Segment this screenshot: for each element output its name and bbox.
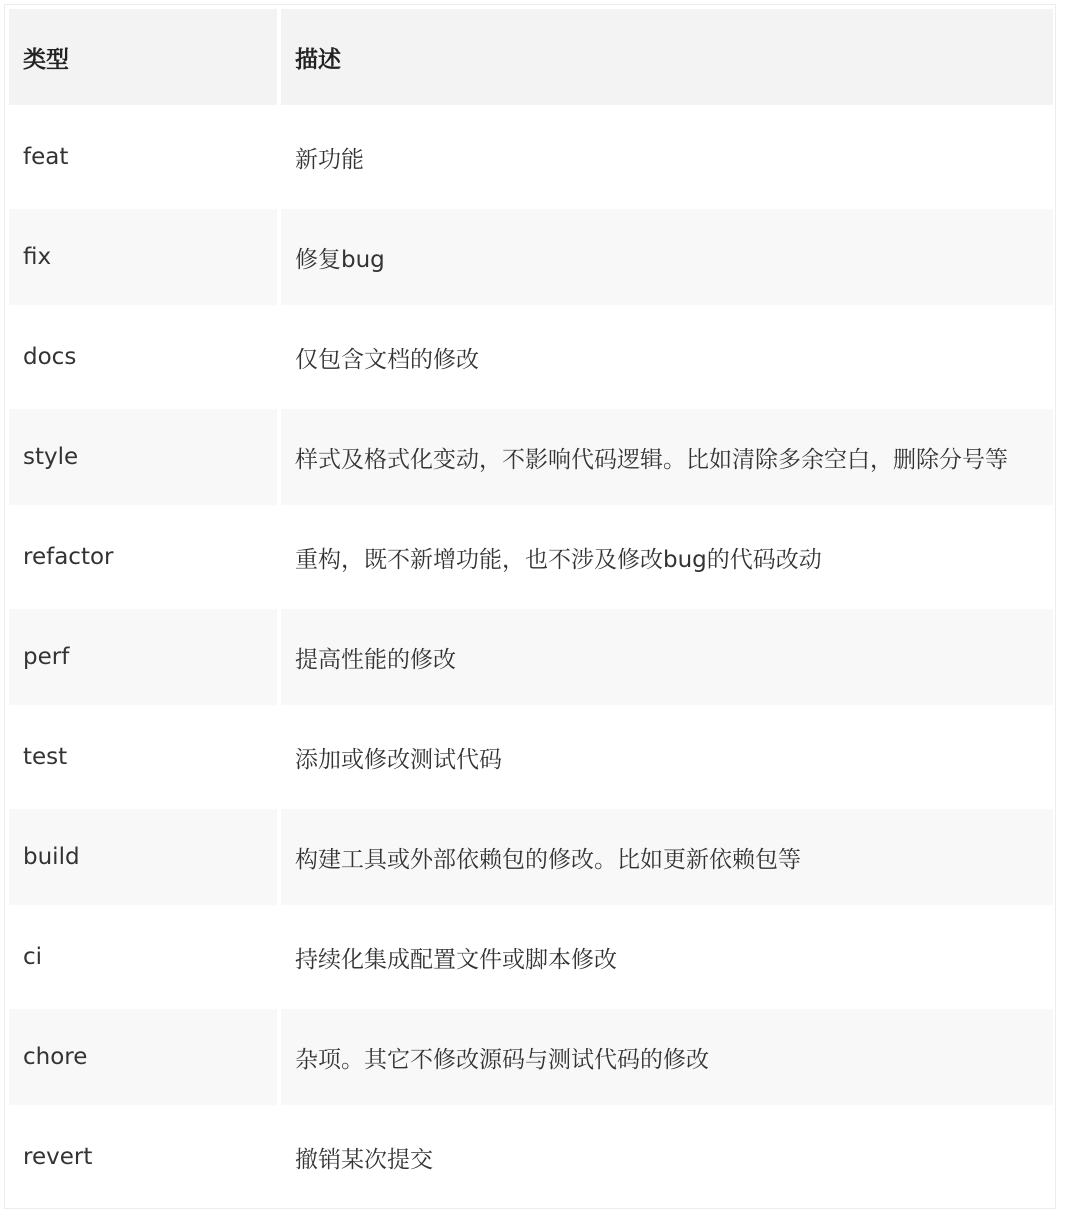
table-row xyxy=(9,409,1053,505)
table-row xyxy=(9,209,1053,305)
table-row xyxy=(9,309,1053,405)
description-cell: 仅包含文档的修改 xyxy=(281,309,1053,405)
table-row xyxy=(9,109,1053,205)
table-row xyxy=(9,909,1053,1005)
table-row xyxy=(9,609,1053,705)
table-row xyxy=(9,809,1053,905)
description-cell: 杂项。其它不修改源码与测试代码的修改 xyxy=(281,1009,1053,1105)
type-cell: build xyxy=(9,809,277,905)
type-cell: style xyxy=(9,409,277,505)
type-cell: ci xyxy=(9,909,277,1005)
description-cell: 构建工具或外部依赖包的修改。比如更新依赖包等 xyxy=(281,809,1053,905)
type-cell: feat xyxy=(9,109,277,205)
type-cell: test xyxy=(9,709,277,805)
table-row xyxy=(9,709,1053,805)
description-cell: 添加或修改测试代码 xyxy=(281,709,1053,805)
table-row xyxy=(9,509,1053,605)
description-cell: 撤销某次提交 xyxy=(281,1109,1053,1205)
description-cell: 样式及格式化变动，不影响代码逻辑。比如清除多余空白，删除分号等 xyxy=(281,409,1053,505)
type-cell: docs xyxy=(9,309,277,405)
type-cell: refactor xyxy=(9,509,277,605)
table-row xyxy=(9,1109,1053,1205)
description-cell: 提高性能的修改 xyxy=(281,609,1053,705)
description-cell: 持续化集成配置文件或脚本修改 xyxy=(281,909,1053,1005)
type-cell: fix xyxy=(9,209,277,305)
type-cell: chore xyxy=(9,1009,277,1105)
commit-type-table xyxy=(5,5,1057,1209)
description-cell: 新功能 xyxy=(281,109,1053,205)
table-row xyxy=(9,1009,1053,1105)
column-header-type: 类型 xyxy=(9,9,277,105)
type-cell: revert xyxy=(9,1109,277,1205)
description-cell: 修复bug xyxy=(281,209,1053,305)
description-cell: 重构，既不新增功能，也不涉及修改bug的代码改动 xyxy=(281,509,1053,605)
table-header-row xyxy=(9,9,1053,105)
column-header-description: 描述 xyxy=(281,9,1053,105)
type-cell: perf xyxy=(9,609,277,705)
